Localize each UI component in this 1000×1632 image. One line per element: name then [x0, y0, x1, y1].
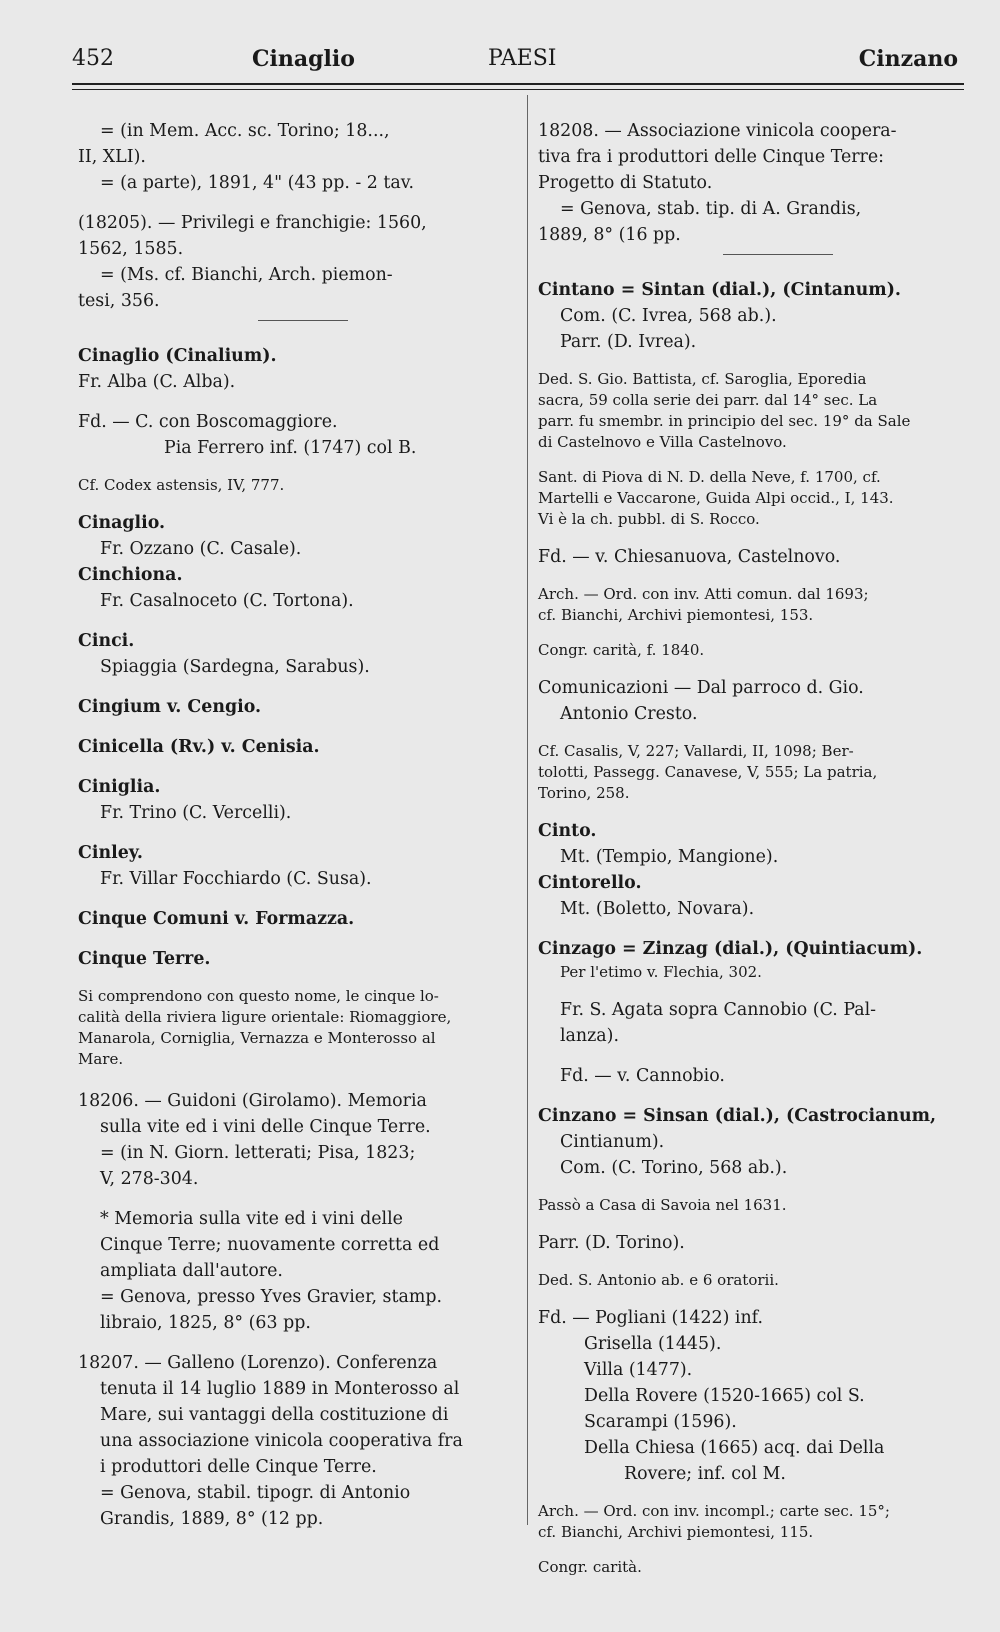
entry-heading: Cingium v. Cengio.	[78, 697, 262, 717]
text-line: di Castelnovo e Villa Castelnovo.	[538, 433, 787, 451]
text-line: Sant. di Piova di N. D. della Neve, f. 1700, cf.	[538, 468, 881, 486]
text-line: lanza).	[560, 1026, 619, 1046]
running-head-left: Cinaglio	[252, 46, 355, 72]
text-line: Fr. S. Agata sopra Cannobio (C. Pal-	[560, 1000, 877, 1020]
text-line: = (a parte), 1891, 4" (43 pp. - 2 tav.	[100, 173, 415, 193]
page-number: 452	[72, 46, 114, 71]
text-line: Vi è la ch. pubbl. di S. Rocco.	[538, 510, 760, 528]
entry-heading: Cinaglio (Cinalium).	[78, 346, 277, 366]
entry-heading: Cinque Terre.	[78, 949, 211, 969]
text-line: Torino, 258.	[538, 784, 630, 802]
text-line: = Genova, presso Yves Gravier, stamp.	[100, 1287, 442, 1307]
text-line: Progetto di Statuto.	[538, 173, 713, 193]
text-line: ampliata dall'autore.	[100, 1261, 283, 1281]
entry-heading: Cinque Comuni v. Formazza.	[78, 909, 355, 929]
text-line: = Genova, stab. tip. di A. Grandis,	[560, 199, 862, 219]
text-line: calità della riviera ligure orientale: Riomaggiore,	[78, 1008, 452, 1026]
right-column	[538, 118, 966, 1578]
text-line: Scarampi (1596).	[584, 1412, 737, 1432]
entry-heading: Cintorello.	[538, 873, 642, 893]
text-line: Rovere; inf. col M.	[624, 1464, 786, 1484]
text-line: una associazione vinicola cooperativa fra	[100, 1431, 463, 1451]
text-line: 18208. — Associazione vinicola coopera-	[538, 121, 897, 141]
entry-heading: Cinzano = Sinsan (dial.), (Castrocianum,	[538, 1106, 937, 1126]
text-line: Mare.	[78, 1050, 124, 1068]
text-line: (18205). — Privilegi e franchigie: 1560,	[78, 213, 427, 233]
text-line: Cf. Codex astensis, IV, 777.	[78, 476, 285, 494]
separator-rule	[258, 320, 348, 321]
text-line: Fd. — C. con Boscomaggiore.	[78, 412, 338, 432]
text-line: Fr. Villar Focchiardo (C. Susa).	[100, 869, 372, 889]
page-header	[72, 46, 964, 80]
text-line: Comunicazioni — Dal parroco d. Gio.	[538, 678, 864, 698]
text-line: cf. Bianchi, Archivi piemontesi, 153.	[538, 606, 814, 624]
text-line: Com. (C. Torino, 568 ab.).	[560, 1158, 788, 1178]
entry-heading: Cinto.	[538, 821, 597, 841]
separator-rule	[723, 254, 833, 255]
text-line: Della Rovere (1520-1665) col S.	[584, 1386, 865, 1406]
text-line: Arch. — Ord. con inv. Atti comun. dal 1693;	[538, 585, 869, 603]
entry-heading: Ciniglia.	[78, 777, 161, 797]
text-line: Fr. Ozzano (C. Casale).	[100, 539, 302, 559]
text-line: parr. fu smembr. in principio del sec. 19° da Sale	[538, 412, 911, 430]
text-line: Passò a Casa di Savoia nel 1631.	[538, 1196, 787, 1214]
text-line: Arch. — Ord. con inv. incompl.; carte sec. 15°;	[538, 1502, 890, 1520]
text-line: = Genova, stabil. tipogr. di Antonio	[100, 1483, 411, 1503]
text-line: = (in N. Giorn. letterati; Pisa, 1823;	[100, 1143, 416, 1163]
text-line: Ded. S. Antonio ab. e 6 oratorii.	[538, 1271, 779, 1289]
text-line: Cintianum).	[560, 1132, 665, 1152]
text-line: Pia Ferrero inf. (1747) col B.	[164, 438, 417, 458]
text-line: Manarola, Corniglia, Vernazza e Monterosso al	[78, 1029, 436, 1047]
text-line: Grandis, 1889, 8° (12 pp.	[100, 1509, 324, 1529]
text-line: tesi, 356.	[78, 291, 160, 311]
text-line: 18207. — Galleno (Lorenzo). Conferenza	[78, 1353, 438, 1373]
text-line: Della Chiesa (1665) acq. dai Della	[584, 1438, 885, 1458]
text-line: Si comprendono con questo nome, le cinque lo-	[78, 987, 439, 1005]
text-line: Spiaggia (Sardegna, Sarabus).	[100, 657, 370, 677]
text-line: Martelli e Vaccarone, Guida Alpi occid., I, 143.	[538, 489, 894, 507]
text-line: Villa (1477).	[584, 1360, 693, 1380]
text-line: sulla vite ed i vini delle Cinque Terre.	[100, 1117, 431, 1137]
text-line: Mt. (Boletto, Novara).	[560, 899, 755, 919]
text-line: V, 278-304.	[100, 1169, 199, 1189]
text-line: 18206. — Guidoni (Girolamo). Memoria	[78, 1091, 427, 1111]
text-line: 1562, 1585.	[78, 239, 184, 259]
entry-heading: Cinaglio.	[78, 513, 166, 533]
text-line: Congr. carità.	[538, 1558, 642, 1576]
text-line: Fd. — Pogliani (1422) inf.	[538, 1308, 764, 1328]
text-line: libraio, 1825, 8° (63 pp.	[100, 1313, 311, 1333]
text-line: Congr. carità, f. 1840.	[538, 641, 705, 659]
text-line: cf. Bianchi, Archivi piemontesi, 115.	[538, 1523, 814, 1541]
entry-heading: Cinci.	[78, 631, 135, 651]
text-line: 1889, 8° (16 pp.	[538, 225, 681, 245]
running-head-center: PAESI	[488, 46, 557, 71]
text-line: Fd. — v. Cannobio.	[560, 1066, 725, 1086]
text-line: tenuta il 14 luglio 1889 in Monterosso al	[100, 1379, 460, 1399]
text-line: Fd. — v. Chiesanuova, Castelnovo.	[538, 547, 841, 567]
entry-heading: Cinicella (Rv.) v. Cenisia.	[78, 737, 320, 757]
text-line: Antonio Cresto.	[560, 704, 698, 724]
entry-heading: Cinchiona.	[78, 565, 183, 585]
entry-heading: Cinley.	[78, 843, 143, 863]
text-line: Fr. Alba (C. Alba).	[78, 372, 236, 392]
text-line: Cinque Terre; nuovamente corretta ed	[100, 1235, 440, 1255]
text-line: tiva fra i produttori delle Cinque Terre:	[538, 147, 885, 167]
running-head-right: Cinzano	[858, 46, 958, 72]
text-line: Mare, sui vantaggi della costituzione di	[100, 1405, 449, 1425]
column-separator	[527, 95, 528, 1525]
left-column	[78, 118, 510, 1532]
text-line: Per l'etimo v. Flechia, 302.	[560, 963, 762, 981]
text-line: Ded. S. Gio. Battista, cf. Saroglia, Eporedia	[538, 370, 867, 388]
text-line: Cf. Casalis, V, 227; Vallardi, II, 1098; Ber-	[538, 742, 854, 760]
text-line: * Memoria sulla vite ed i vini delle	[100, 1209, 403, 1229]
text-line: Parr. (D. Torino).	[538, 1233, 685, 1253]
text-line: Com. (C. Ivrea, 568 ab.).	[560, 306, 777, 326]
entry-heading: Cinzago = Zinzag (dial.), (Quintiacum).	[538, 939, 923, 959]
text-line: = (in Mem. Acc. sc. Torino; 18...,	[100, 121, 390, 141]
text-line: Fr. Trino (C. Vercelli).	[100, 803, 292, 823]
header-rule-thin	[72, 89, 964, 90]
text-line: Grisella (1445).	[584, 1334, 722, 1354]
text-line: sacra, 59 colla serie dei parr. dal 14° sec. La	[538, 391, 878, 409]
text-line: Fr. Casalnoceto (C. Tortona).	[100, 591, 354, 611]
entry-heading: Cintano = Sintan (dial.), (Cintanum).	[538, 280, 901, 300]
text-line: Parr. (D. Ivrea).	[560, 332, 697, 352]
text-line: i produttori delle Cinque Terre.	[100, 1457, 377, 1477]
text-line: = (Ms. cf. Bianchi, Arch. piemon-	[100, 265, 393, 285]
text-line: tolotti, Passegg. Canavese, V, 555; La patria,	[538, 763, 878, 781]
text-line: II, XLI).	[78, 147, 146, 167]
text-line: Mt. (Tempio, Mangione).	[560, 847, 779, 867]
header-rule	[72, 83, 964, 85]
